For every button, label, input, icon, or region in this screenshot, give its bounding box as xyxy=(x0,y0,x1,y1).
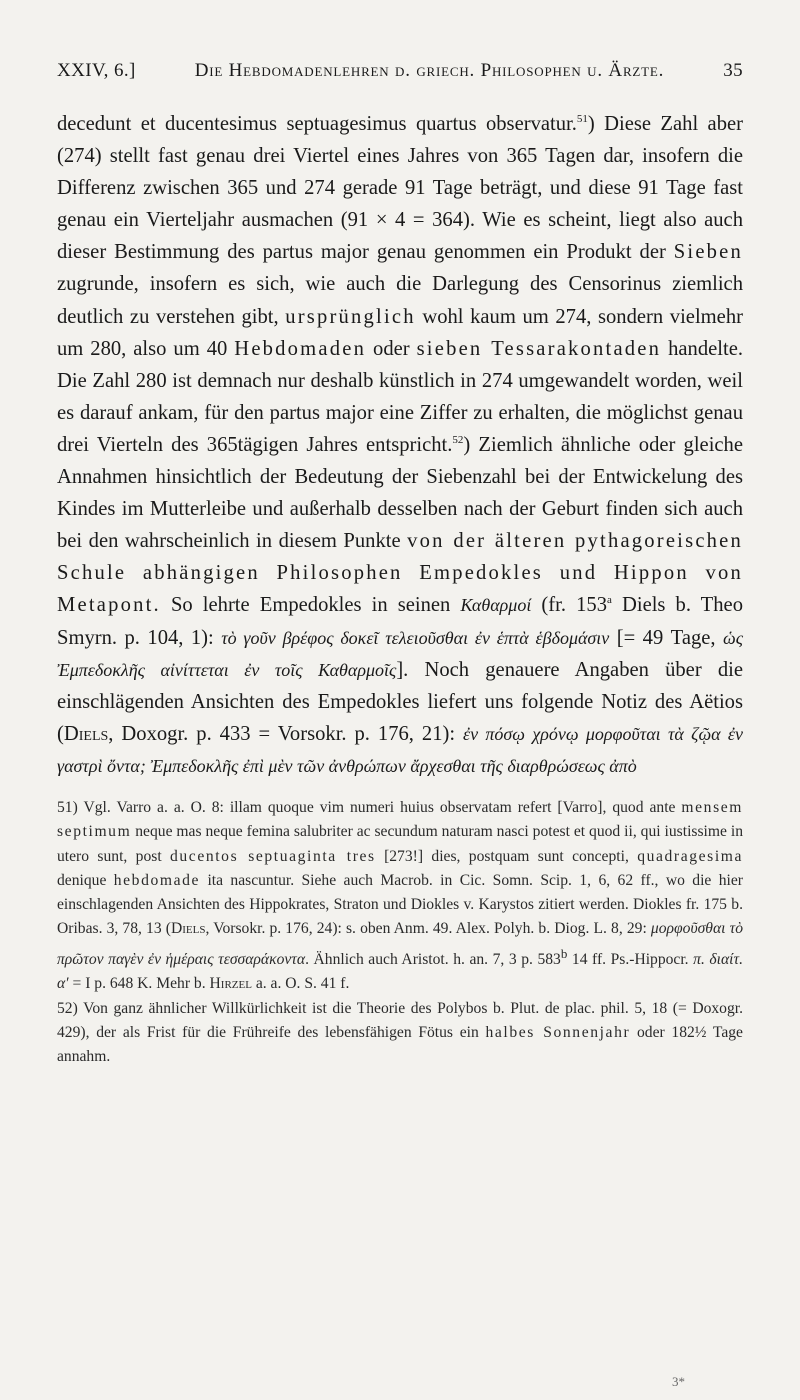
text-run: , Doxogr. p. 433 = Vorsokr. p. 176, 21): xyxy=(108,722,464,745)
footnote-ref-51[interactable]: 51 xyxy=(576,113,588,126)
footnote-52 xyxy=(57,997,743,1070)
text-run: . Ähnlich auch Aristot. h. an. 7, 3 p. 583 xyxy=(305,950,561,968)
text-run: ita nascuntur. Siehe auch Macrob. in Cic. Somn. Scip. 1, 6, 62 ff., wo die hier einschlagenden Ansichten des Hippokrates, Straton und Diokles v. Karystos zitiert werden. Diokles fr. 175 b. Oribas. 3, 78, 13 ( xyxy=(57,871,743,938)
greek-quote: ὡς Ἐμπεδοκλῆς αἰνίττεται ἐν τοῖς Καθαρμοῖς xyxy=(57,627,744,680)
footnote-number: 51 xyxy=(57,798,73,816)
emphasis-spaced: ursprünglich xyxy=(285,305,416,328)
greek-quote: μορφοῦσθαι τὸ πρῶτον παγὲν ἐν ἡμέραις τεσσαράκοντα xyxy=(57,920,743,968)
text-run: neque mas neque femina salubriter ac secundum naturam nasci potest et quod ii, qui iustissime in utero sunt, post xyxy=(57,823,743,865)
running-title: Die Hebdomadenlehren d. griech. Philosophen u. Ärzte. xyxy=(194,60,665,81)
footnote-51 xyxy=(57,796,743,997)
footnote-number: 52 xyxy=(57,999,73,1017)
emphasis-spaced: quadragesima xyxy=(637,847,743,865)
chapter-section: XXIV, 6.] xyxy=(57,60,136,81)
emphasis-spaced: sieben Tessarakontaden xyxy=(416,337,662,360)
author-smallcaps: Hirzel xyxy=(209,975,252,993)
printer-signature: 3* xyxy=(672,1374,685,1389)
text-run: Diels b. Theo Smyrn. p. 104, 1): xyxy=(57,594,743,649)
greek-quote: ἐν πόσῳ χρόνῳ μορφοῦται τὰ ζῷα ἐν γαστρὶ ὄντα; Ἐμπεδοκλῆς ἐπὶ μὲν τῶν ἀνθρώπων ἄρχεσθαι τῆς διαρθρώσεως ἀπὸ xyxy=(57,723,743,776)
greek-quote: π. διαίτ. α′ xyxy=(57,950,743,993)
emphasis-spaced: mensem septimum xyxy=(57,798,743,841)
text-run: ) Von ganz ähnlicher Willkürlichkeit ist die Theorie des Polybos b. Plut. de plac. phil. 5, 18 (= Doxogr. 429), der als Frist für die Frühreife des lebensfähigen Fötus ein xyxy=(57,999,743,1041)
text-run: wohl kaum um 274, sondern vielmehr um 280, also um 40 xyxy=(57,305,743,360)
emphasis-spaced: halbes Sonnenjahr xyxy=(485,1023,631,1041)
text-run: ) Diese Zahl aber (274) stellt fast genau drei Viertel eines Jahres von 365 Tagen dar, insofern die Differenz zwischen 365 und 274 gerade 91 Tage beträgt, und diese 91 Tage fast genau ein Vierteljahr ausmachen (91 × 4 = 364). Wie es scheint, liegt also auch dieser Bestimmung des partus major genau genommen ein Produkt der xyxy=(57,113,743,264)
superscript: b xyxy=(560,945,568,961)
greek-quote: τὸ γοῦν βρέφος δοκεῖ τελειοῦσθαι ἐν ἑπτὰ ἑβδομάσιν xyxy=(221,627,610,648)
footnotes xyxy=(57,796,743,1069)
text-run: ) Ziemlich ähnliche oder gleiche Annahmen hinsichtlich der Bedeutung der Siebenzahl bei der Entwickelung des Kindes im Mutterleibe und außerhalb desselben nach der Geburt finden sich auch bei den wahrscheinlich in diesem Punkte xyxy=(57,433,743,553)
author-smallcaps: Diels xyxy=(63,722,109,745)
text-run: , Vorsokr. p. 176, 24): s. oben Anm. 49. Alex. Polyh. b. Diog. L. 8, 29: xyxy=(205,920,651,938)
text-run: (fr. 153 xyxy=(531,594,607,617)
text-run: decedunt et ducentesimus septuagesimus quartus observatur. xyxy=(57,113,577,135)
author-smallcaps: Diels xyxy=(170,920,206,938)
running-header xyxy=(57,60,743,82)
page-number: 35 xyxy=(723,60,743,81)
emphasis-spaced: hebdomade xyxy=(113,871,201,889)
text-run: handelte. Die Zahl 280 ist demnach nur deshalb künstlich in 274 umgewandelt worden, weil es darauf ankam, für den partus major eine Ziffer zu erhalten, die möglichst genau drei Vierteln des 365tägigen Jahres entspricht. xyxy=(57,337,744,456)
text-run: So lehrte Empedokles in seinen xyxy=(160,594,461,617)
text-run: [273!] dies, postquam sunt concepti, xyxy=(375,847,638,865)
emphasis-spaced: Hebdomaden xyxy=(234,337,367,360)
footnote-ref-52[interactable]: 52 xyxy=(452,434,464,447)
greek-title: Καθαρμοί xyxy=(460,595,532,616)
text-run: ]. Noch genauere Angaben über die einschlägenden Ansichten des Empedokles liefert uns folgende Notiz des Aëtios ( xyxy=(57,658,744,745)
superscript: a xyxy=(607,594,612,607)
text-run: ) Vgl. Varro a. a. O. 8: illam quoque vim numeri huius observatam refert [Varro], quod ante xyxy=(72,798,682,816)
emphasis-spaced: ducentos septuaginta tres xyxy=(170,847,376,865)
text-run: oder xyxy=(366,337,417,360)
text-run: [= 49 Tage, xyxy=(609,626,723,649)
emphasis-spaced: Sieben xyxy=(673,241,743,264)
main-paragraph xyxy=(57,108,743,782)
text-run: 14 ff. Ps.-Hippocr. xyxy=(567,950,694,968)
text-run: a. a. O. S. 41 f. xyxy=(251,975,350,993)
text-run: zugrunde, insofern es sich, wie auch die Darlegung des Censorinus ziemlich deutlich zu verstehen gibt, xyxy=(57,273,743,328)
text-run: = I p. 648 K. Mehr b. xyxy=(68,975,210,993)
emphasis-spaced: von der älteren pythagoreischen Schule abhängigen Philosophen Empedokles und Hippon von Metapont. xyxy=(57,530,743,617)
text-run: oder 182½ Tage annahm. xyxy=(57,1023,743,1066)
text-run: denique xyxy=(57,871,114,889)
